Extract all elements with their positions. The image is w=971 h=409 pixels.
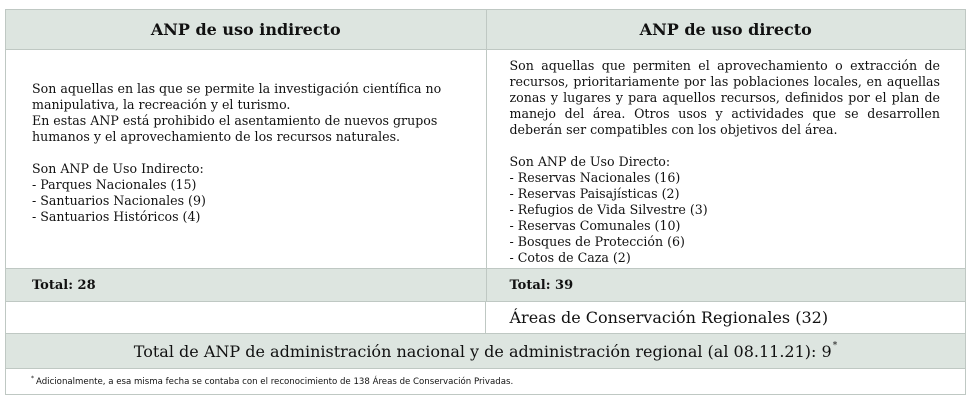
direct-description: Son aquellas que permiten el aprovechamiento o extracción de recursos, prioritariamente por las poblaciones locales, en aquellas zonas y lugares y para aquellos recursos, definidos por el plan de manejo del área. Otros usos y actividades que se desarrollen deberán ser compatibles con los objetivos del área. [509, 58, 940, 137]
grand-total-text: Total de ANP de administración nacional y de administración regional (al 08.11.21): 9 [133, 341, 832, 361]
grand-total-footnote-mark: * [832, 341, 838, 351]
list-item: - Reservas Comunales (10) [509, 218, 681, 233]
direct-total: Total: 39 [487, 269, 967, 302]
list-item: - Cotos de Caza (2) [509, 250, 631, 265]
indirect-use-cell [6, 50, 487, 269]
regional-conservation-areas: Áreas de Conservación Regionales (32) [486, 302, 966, 334]
footnote-row [5, 369, 966, 395]
list-item: - Reservas Paisajísticas (2) [509, 186, 680, 201]
regional-empty-cell [6, 302, 486, 334]
description-row [5, 50, 966, 269]
indirect-total: Total: 28 [6, 269, 487, 302]
header-indirect-use: ANP de uso indirecto [6, 10, 487, 50]
header-direct-use: ANP de uso directo [487, 10, 967, 50]
list-item: - Santuarios Nacionales (9) [32, 193, 206, 208]
direct-list-title: Son ANP de Uso Directo: [509, 154, 671, 169]
list-item: - Parques Nacionales (15) [32, 177, 197, 192]
indirect-description-2: En estas ANP está prohibido el asentamiento de nuevos grupos humanos y el aprovechamiento de los recursos naturales. [32, 113, 438, 144]
table-header-row [5, 9, 966, 50]
list-item: - Santuarios Históricos (4) [32, 209, 201, 224]
indirect-list-title: Son ANP de Uso Indirecto: [32, 161, 204, 176]
grand-total-row [5, 334, 966, 369]
totals-row [5, 269, 966, 302]
footnote-cell [6, 369, 966, 395]
list-item: - Refugios de Vida Silvestre (3) [509, 202, 708, 217]
anp-table [5, 9, 966, 395]
regional-row [5, 302, 966, 334]
list-item: - Bosques de Protección (6) [509, 234, 685, 249]
footnote-mark: * [31, 375, 34, 382]
indirect-description-1: Son aquellas en las que se permite la investigación científica no manipulativa, la recreación y el turismo. [32, 81, 442, 112]
list-item: - Reservas Nacionales (16) [509, 170, 681, 185]
footnote-text: Adicionalmente, a esa misma fecha se contaba con el reconocimiento de 138 Áreas de Conservación Privadas. [36, 376, 514, 387]
direct-use-cell [487, 50, 967, 269]
grand-total-cell [6, 334, 966, 369]
